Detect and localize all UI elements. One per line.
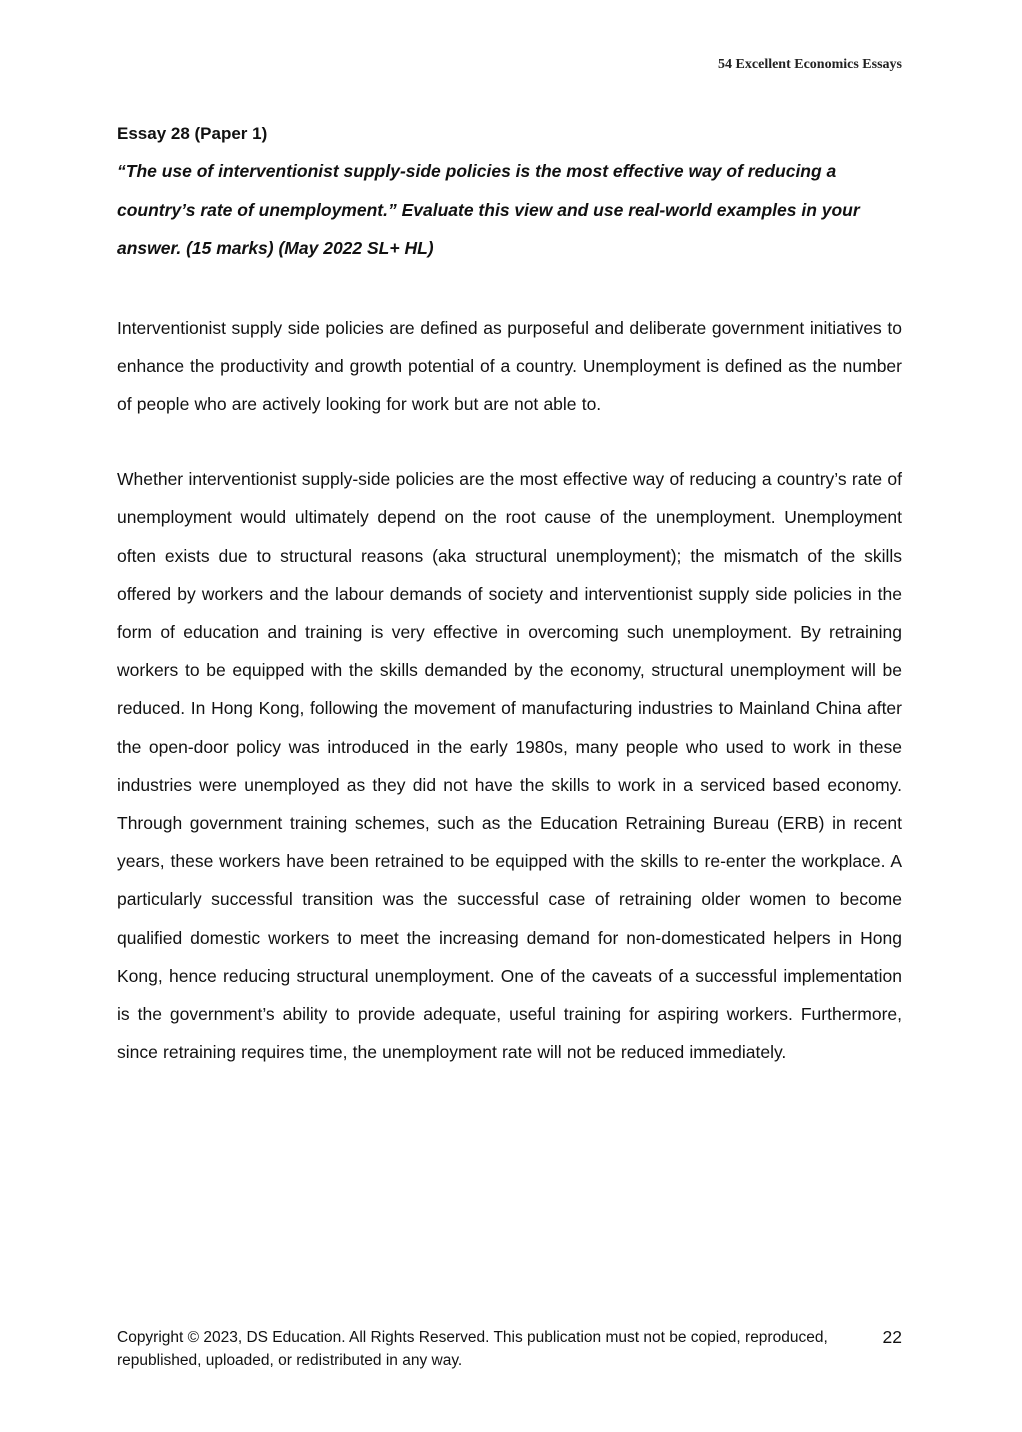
essay-question: “The use of interventionist supply-side policies is the most effective way of reducing a country’s rate of unemployment.” Evaluate this view and use real-world examples in your answer. (15 marks) (May 2022 SL+ HL) bbox=[117, 161, 860, 258]
page-number: 22 bbox=[882, 1327, 902, 1347]
paragraph-definitions: Interventionist supply side policies are defined as purposeful and deliberate government initiatives to enhance the productivity and growth potential of a country. Unemployment is defined as the number of people who are actively looking for work but are not able to. bbox=[117, 317, 902, 414]
copyright-notice: Copyright © 2023, DS Education. All Rights Reserved. This publication must not be copied, reproduced, republished, uploaded, or redistributed in any way. bbox=[117, 1329, 828, 1369]
essay-content bbox=[117, 122, 902, 1071]
page-footer bbox=[117, 1326, 902, 1372]
essay-title: Essay 28 (Paper 1) bbox=[117, 124, 268, 143]
paragraph-structural-unemployment: Whether interventionist supply-side policies are the most effective way of reducing a country’s rate of unemployment would ultimately depend on the root cause of the unemployment. Unemployment often exists due to structural reasons (aka structural unemployment); the mismatch of the skills offered by workers and the labour demands of society and interventionist supply side policies in the form of education and training is very effective in overcoming such unemployment. By retraining workers to be equipped with the skills demanded by the economy, structural unemployment will be reduced. In Hong Kong, following the movement of manufacturing industries to Mainland China after the open-door policy was introduced in the early 1980s, many people who used to work in these industries were unemployed as they did not have the skills to work in a serviced based economy. Through government training schemes, such as the Education Retraining Bureau (ERB) in recent years, these workers have been retrained to be equipped with the skills to re-enter the workplace. A particularly successful transition was the successful case of retraining older women to become qualified domestic workers to meet the increasing demand for non-domesticated helpers in Hong Kong, hence reducing structural unemployment. One of the caveats of a successful implementation is the government’s ability to provide adequate, useful training for aspiring workers. Furthermore, since retraining requires time, the unemployment rate will not be reduced immediately. bbox=[117, 469, 902, 1063]
running-header: 54 Excellent Economics Essays bbox=[718, 57, 902, 72]
